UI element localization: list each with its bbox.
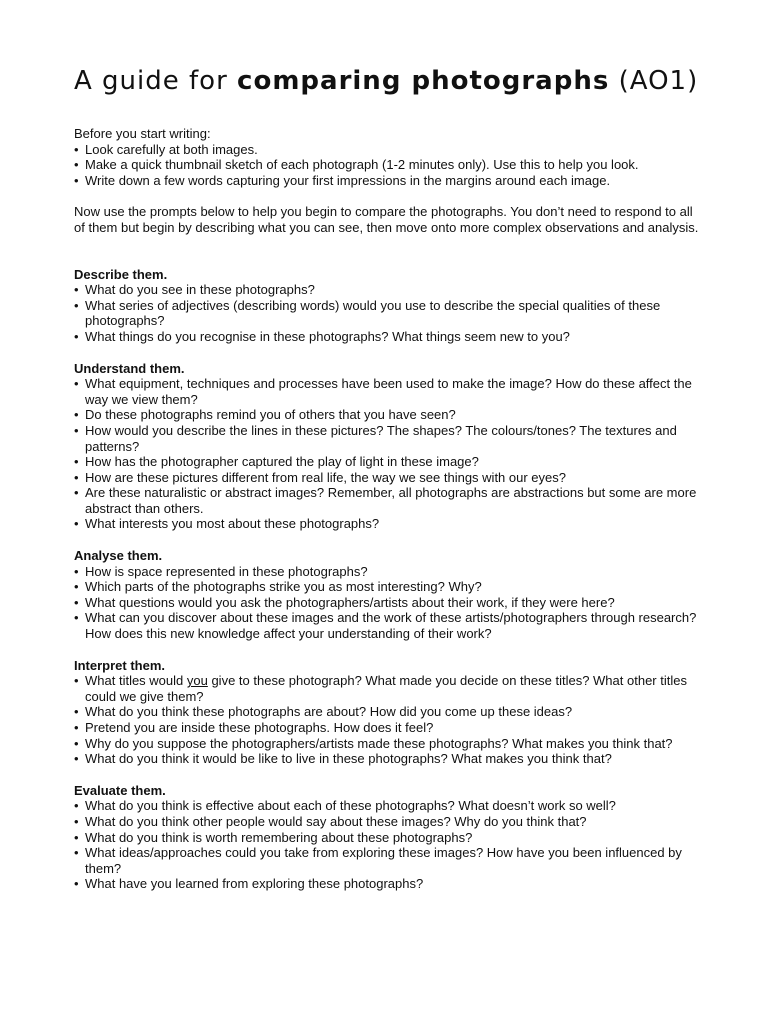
list-item: • Write down a few words capturing your first impressions in the margins around each image. [74,173,704,189]
item-text-before: What titles would [85,673,187,689]
section-describe [74,267,704,345]
list-item: • What do you think is effective about each of these photographs? What doesn’t work so well? [74,798,704,814]
list-item: • What can you discover about these images and the work of these artists/photographers through research? How does this new knowledge affect your understanding of their work? [74,610,704,641]
section-heading: Evaluate them. [74,782,166,798]
list-item: • What do you think these photographs are about? How did you come up these ideas? [74,704,704,720]
list-item: • Do these photographs remind you of others that you have seen? [74,407,704,423]
title-emphasis: comparing photographs [237,66,610,96]
section-heading: Analyse them. [74,548,163,564]
item-text-after: give to these photograph? What made you decide on these titles? What other titles could we give them? [85,673,687,704]
list-item: • What series of adjectives (describing words) would you use to describe the special qualities of these photographs? [74,298,704,329]
title-prefix: A guide for [74,66,238,96]
section-list [74,564,704,642]
intro-paragraph: Now use the prompts below to help you begin to compare the photographs. You don’t need to respond to all of them but begin by describing what you can see, then move onto more complex observations and analysis. [74,204,699,235]
section-list [74,798,704,892]
section-heading: Understand them. [74,360,185,376]
list-item: • What equipment, techniques and processes have been used to make the image? How do these affect the way we view them? [74,376,704,407]
list-item: • Look carefully at both images. [74,142,704,158]
list-item [74,673,704,704]
list-item: • What interests you most about these photographs? [74,516,704,532]
list-item: • Pretend you are inside these photographs. How does it feel? [74,720,704,736]
title-suffix: (AO1) [609,66,699,96]
list-item: • How is space represented in these photographs? [74,564,704,580]
section-evaluate [74,783,704,892]
underlined-word: you [186,673,208,689]
list-item: • Make a quick thumbnail sketch of each photograph (1-2 minutes only). Use this to help you look. [74,157,704,173]
section-interpret [74,658,704,767]
list-item: • What ideas/approaches could you take from exploring these images? How have you been influenced by them? [74,845,704,876]
list-item: • Are these naturalistic or abstract images? Remember, all photographs are abstractions but some are more abstract than others. [74,485,704,516]
section-list [74,376,704,532]
page-title [74,62,698,100]
list-item: • What questions would you ask the photographers/artists about their work, if they were here? [74,595,704,611]
intro-label: Before you start writing: [74,126,211,141]
list-item: • How has the photographer captured the play of light in these image? [74,454,704,470]
intro-list [74,142,704,189]
section-analyse [74,548,704,642]
list-item: • Which parts of the photographs strike you as most interesting? Why? [74,579,704,595]
list-item: • What things do you recognise in these photographs? What things seem new to you? [74,329,704,345]
list-item: • How would you describe the lines in these pictures? The shapes? The colours/tones? The textures and patterns? [74,423,704,454]
section-heading: Interpret them. [74,657,166,673]
list-item: • How are these pictures different from real life, the way we see things with our eyes? [74,470,704,486]
list-item: • What do you see in these photographs? [74,282,704,298]
document-body [74,126,704,892]
list-item: • What do you think other people would say about these images? Why do you think that? [74,814,704,830]
list-item: • Why do you suppose the photographers/artists made these photographs? What makes you think that? [74,736,704,752]
section-list [74,282,704,344]
section-heading: Describe them. [74,266,168,282]
section-understand [74,361,704,533]
list-item: • What do you think is worth remembering about these photographs? [74,830,704,846]
list-item: • What do you think it would be like to live in these photographs? What makes you think that? [74,751,704,767]
section-list [74,673,704,767]
list-item: • What have you learned from exploring these photographs? [74,876,704,892]
